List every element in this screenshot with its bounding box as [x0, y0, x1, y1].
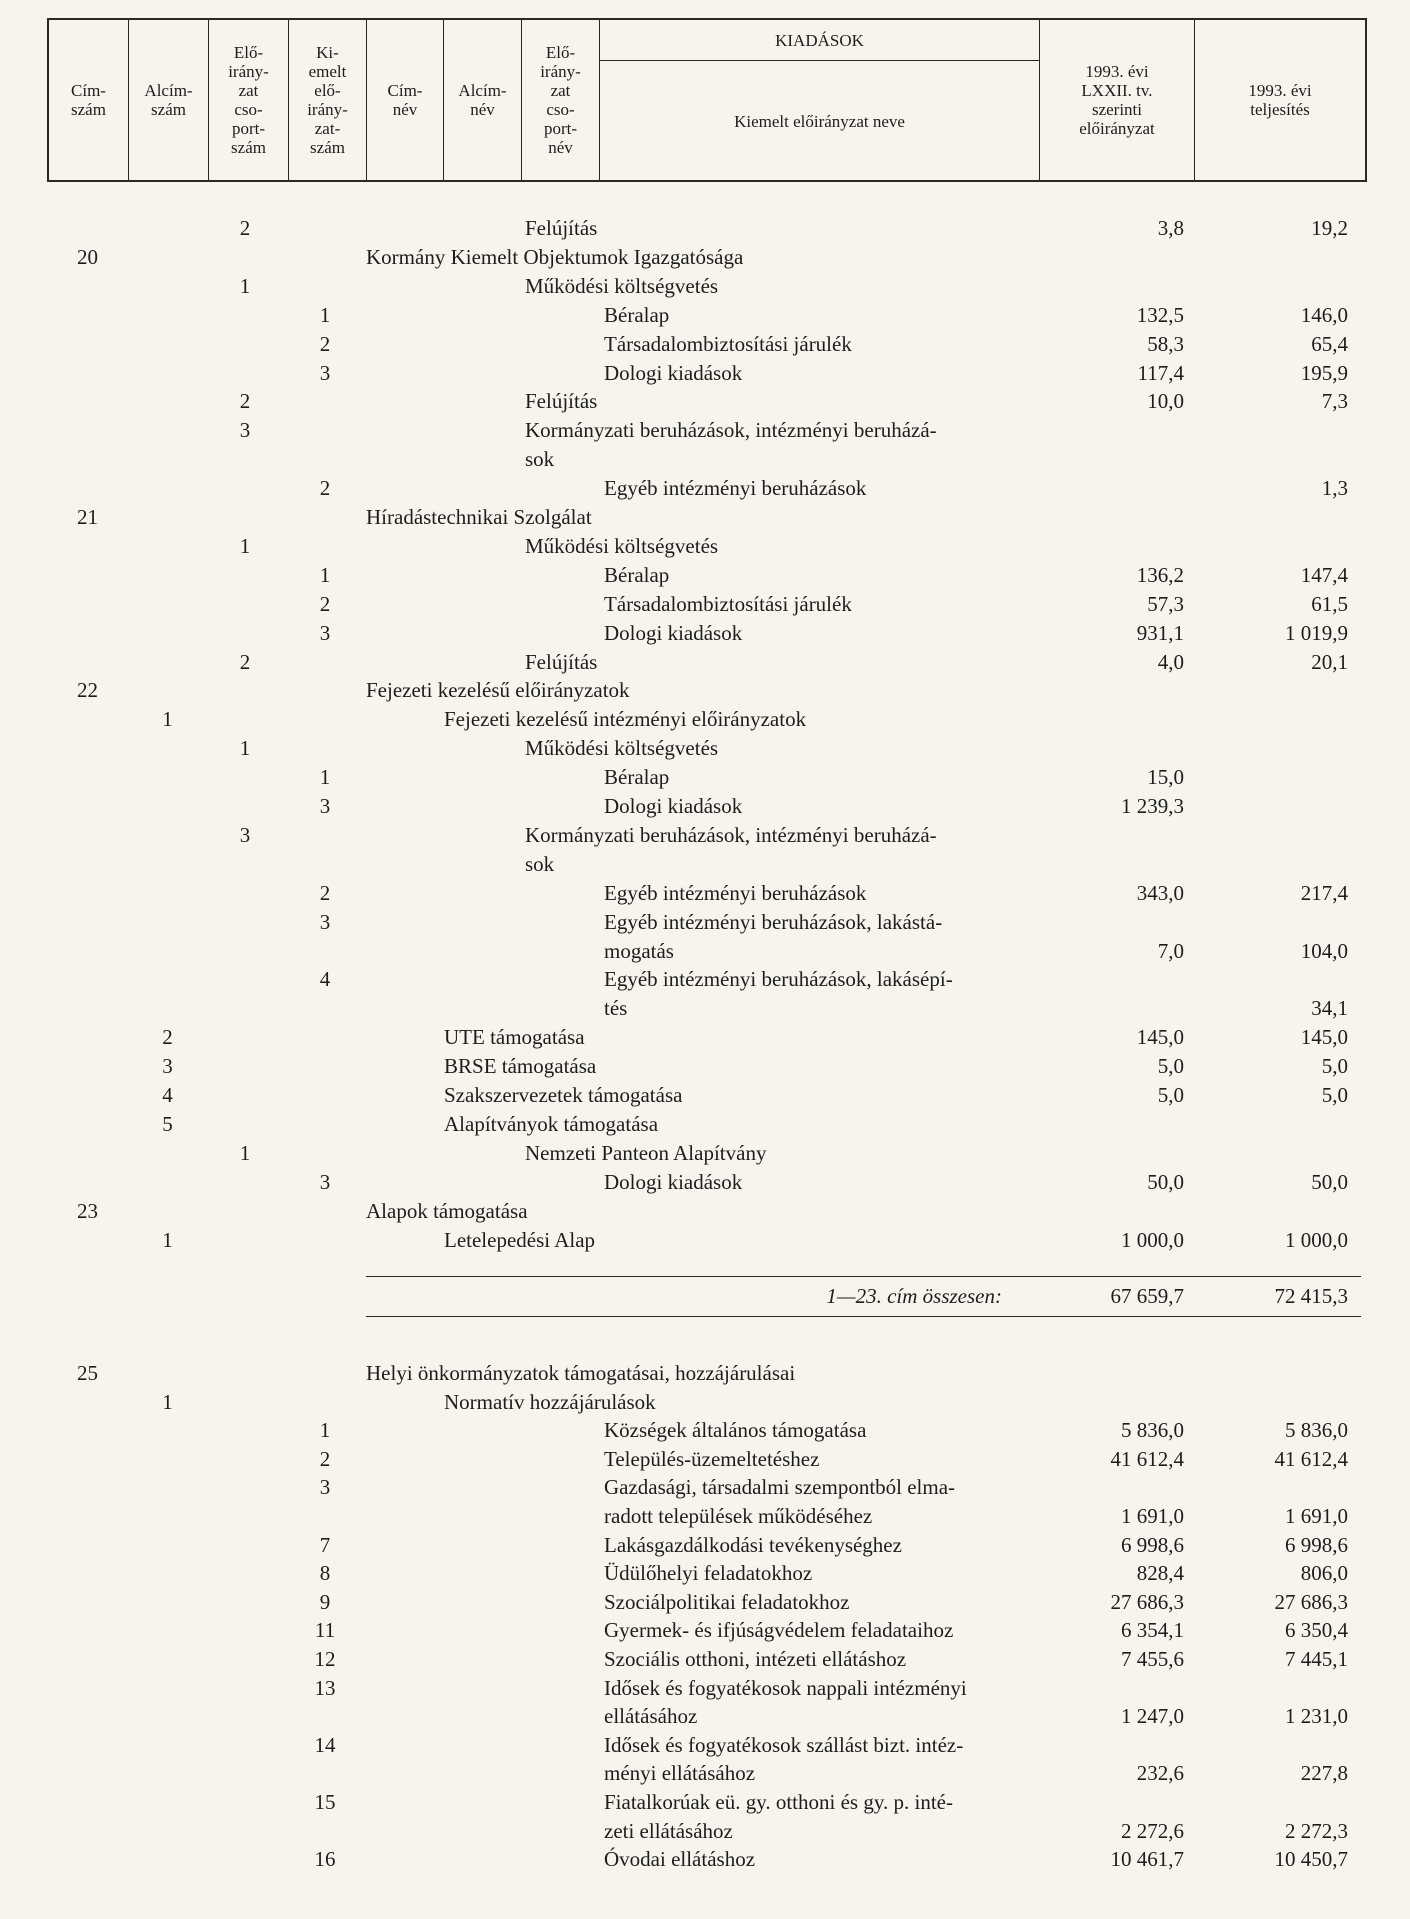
- eloiranyzat-value: 343,0: [1136, 880, 1184, 905]
- eloiranyzat-value: 6 998,6: [1121, 1532, 1184, 1557]
- teljesites-value: 41 612,4: [1274, 1446, 1348, 1471]
- table-row: [0, 1502, 1410, 1530]
- row-label: Idősek és fogyatékosok szállást bizt. intéz-: [604, 1732, 964, 1757]
- kiemelt-szam: 16: [314, 1847, 336, 1872]
- teljesites-value: 195,9: [1300, 360, 1348, 385]
- csoport-szam: 1: [239, 1140, 251, 1165]
- eloiranyzat-value: 58,3: [1147, 331, 1184, 356]
- csoport-szam: 2: [239, 649, 251, 674]
- eloiranyzat-value: 828,4: [1136, 1561, 1184, 1586]
- header-csoport-szam: Elő- irány- zat cso- port- szám: [209, 20, 289, 180]
- alcim-szam: 5: [162, 1111, 173, 1136]
- eloiranyzat-value: 5 836,0: [1121, 1418, 1184, 1443]
- row-label: sok: [525, 851, 555, 876]
- table-row: [0, 792, 1410, 820]
- kiemelt-szam: 3: [319, 909, 331, 934]
- table-row: [0, 503, 1410, 531]
- cim-szam: 23: [77, 1198, 98, 1223]
- kiemelt-szam: 1: [319, 1418, 331, 1443]
- eloiranyzat-value: 50,0: [1147, 1169, 1184, 1194]
- eloiranyzat-value: 10,0: [1147, 389, 1184, 414]
- eloiranyzat-value: 136,2: [1136, 562, 1184, 587]
- alcim-szam: 1: [162, 1389, 173, 1414]
- kiemelt-szam: 9: [319, 1589, 331, 1614]
- row-label: Egyéb intézményi beruházások, lakástá-: [604, 909, 943, 934]
- header-teljesites: 1993. évi teljesítés: [1248, 81, 1312, 119]
- eloiranyzat-value: 1 691,0: [1121, 1504, 1184, 1528]
- row-label: ményi ellátásához: [604, 1761, 756, 1786]
- header-alcimnev: Alcím- név: [444, 20, 522, 180]
- table-row: [0, 821, 1410, 849]
- table-row: [0, 937, 1410, 965]
- row-label: Szociálpolitikai feladatokhoz: [604, 1589, 850, 1614]
- row-label: Idősek és fogyatékosok nappali intézményi: [604, 1675, 967, 1700]
- eloiranyzat-value: 4,0: [1157, 649, 1184, 674]
- table-row: [0, 1226, 1410, 1254]
- row-label: sok: [525, 447, 555, 472]
- table-row: [0, 445, 1410, 473]
- eloiranyzat-value: 232,6: [1136, 1761, 1184, 1786]
- teljesites-value: 104,0: [1300, 938, 1348, 963]
- header-eloiranyzat: 1993. évi LXXII. tv. szerinti előirányzat: [1040, 20, 1195, 180]
- table-row: [0, 532, 1410, 560]
- row-label: Felújítás: [525, 216, 598, 240]
- csoport-szam: 3: [239, 822, 251, 847]
- table-row: [0, 561, 1410, 589]
- row-label: Dologi kiadások: [604, 360, 743, 385]
- teljesites-value: 217,4: [1300, 880, 1348, 905]
- row-label: Béralap: [604, 302, 670, 327]
- table-row: [0, 619, 1410, 647]
- row-label: BRSE támogatása: [444, 1054, 597, 1079]
- row-label: Működési költségvetés: [525, 273, 719, 298]
- row-label: Dologi kiadások: [604, 794, 743, 818]
- header-csoport-nev: Elő- irány- zat cso- port- név: [522, 20, 600, 180]
- teljesites-value: 1 231,0: [1285, 1704, 1348, 1729]
- eloiranyzat-value: 10 461,7: [1110, 1847, 1184, 1872]
- table-row: [0, 1473, 1410, 1501]
- row-label: Szakszervezetek támogatása: [444, 1083, 683, 1107]
- header-kiemelt-nev: Kiemelt előirányzat neve: [734, 111, 905, 131]
- kiemelt-szam: 13: [314, 1675, 336, 1700]
- row-label: Település-üzemeltetéshez: [604, 1446, 820, 1471]
- eloiranyzat-value: 2 272,6: [1121, 1818, 1184, 1843]
- row-label: Fejezeti kezelésű előirányzatok: [366, 678, 630, 703]
- table-row: [0, 301, 1410, 329]
- row-label: Híradástechnikai Szolgálat: [366, 505, 592, 529]
- teljesites-value: 27 686,3: [1274, 1589, 1348, 1614]
- teljesites-value: 147,4: [1300, 562, 1348, 587]
- eloiranyzat-value: 7,0: [1157, 938, 1184, 963]
- row-label: Gyermek- és ifjúságvédelem feladataihoz: [604, 1618, 954, 1643]
- eloiranyzat-value: 931,1: [1136, 620, 1184, 645]
- row-label: radott települések működéséhez: [604, 1504, 873, 1528]
- row-label: Működési költségvetés: [525, 736, 719, 761]
- row-label: Egyéb intézményi beruházások, lakásépí-: [604, 967, 953, 992]
- teljesites-value: 34,1: [1311, 996, 1348, 1021]
- row-label: Társadalombiztosítási járulék: [604, 331, 852, 356]
- csoport-szam: 2: [239, 216, 251, 240]
- table-row: [0, 734, 1410, 762]
- kiemelt-szam: 8: [319, 1561, 331, 1586]
- kiemelt-szam: 1: [319, 302, 331, 327]
- total-teljesites: 72 415,3: [1274, 1284, 1348, 1308]
- table-row: [0, 1559, 1410, 1587]
- eloiranyzat-value: 145,0: [1136, 1025, 1184, 1050]
- table-row: [0, 330, 1410, 358]
- teljesites-value: 5,0: [1321, 1083, 1348, 1107]
- kiemelt-szam: 2: [319, 476, 331, 501]
- table-row: [0, 416, 1410, 444]
- header-kiadasok: KIADÁSOK: [600, 20, 1039, 61]
- table-row: [0, 676, 1410, 704]
- row-label: mogatás: [604, 938, 674, 963]
- row-label: Gazdasági, társadalmi szempontból elma-: [604, 1475, 956, 1500]
- kiemelt-szam: 3: [319, 794, 331, 818]
- row-label: UTE támogatása: [444, 1025, 585, 1050]
- table-row: [0, 994, 1410, 1022]
- row-label: Helyi önkormányzatok támogatásai, hozzájárulásai: [366, 1361, 796, 1385]
- eloiranyzat-value: 6 354,1: [1121, 1618, 1184, 1643]
- teljesites-value: 6 998,6: [1285, 1532, 1348, 1557]
- eloiranyzat-value: 57,3: [1147, 591, 1184, 616]
- table-row: [0, 1731, 1410, 1759]
- row-label: Felújítás: [525, 649, 598, 674]
- eloiranyzat-value: 1 239,3: [1121, 794, 1184, 818]
- table-row: [0, 590, 1410, 618]
- eloiranyzat-value: 5,0: [1157, 1054, 1184, 1079]
- eloiranyzat-value: 15,0: [1147, 765, 1184, 790]
- table-row: [0, 763, 1410, 791]
- teljesites-value: 65,4: [1311, 331, 1348, 356]
- table-row: [0, 1388, 1410, 1416]
- row-label: Fejezeti kezelésű intézményi előirányzatok: [444, 707, 807, 732]
- table-row: [0, 1674, 1410, 1702]
- table-row: [0, 1023, 1410, 1051]
- teljesites-value: 10 450,7: [1274, 1847, 1348, 1872]
- table-row: [0, 1531, 1410, 1559]
- eloiranyzat-value: 1 247,0: [1121, 1704, 1184, 1729]
- kiemelt-szam: 12: [314, 1647, 336, 1671]
- row-label: Óvodai ellátáshoz: [604, 1847, 756, 1872]
- cim-szam: 25: [77, 1361, 98, 1385]
- row-label: zeti ellátásához: [604, 1818, 733, 1843]
- row-label: Szociális otthoni, intézeti ellátáshoz: [604, 1647, 907, 1671]
- table-row: [0, 1817, 1410, 1845]
- cim-szam: 22: [77, 678, 98, 703]
- table-row: [0, 1445, 1410, 1473]
- table-row: [0, 1645, 1410, 1673]
- teljesites-value: 146,0: [1300, 302, 1348, 327]
- table-row: [0, 1081, 1410, 1109]
- table-row: [0, 243, 1410, 271]
- kiemelt-szam: 3: [319, 360, 331, 385]
- header-kiemelt-szam: Ki- emelt elő- irány- zat- szám: [289, 20, 367, 180]
- cim-szam: 21: [77, 505, 98, 529]
- table-row: [0, 1052, 1410, 1080]
- kiemelt-szam: 3: [319, 620, 331, 645]
- csoport-szam: 2: [239, 389, 251, 414]
- teljesites-value: 1,3: [1321, 476, 1348, 501]
- kiemelt-szam: 14: [314, 1732, 336, 1757]
- row-label: Egyéb intézményi beruházások: [604, 880, 867, 905]
- row-label: Letelepedési Alap: [444, 1227, 596, 1252]
- table-row: [0, 1168, 1410, 1196]
- row-label: Lakásgazdálkodási tevékenységhez: [604, 1532, 902, 1557]
- row-label: Alapítványok támogatása: [444, 1111, 659, 1136]
- row-label: Kormány Kiemelt Objektumok Igazgatósága: [366, 244, 744, 269]
- teljesites-value: 1 019,9: [1285, 620, 1348, 645]
- table-row: [0, 648, 1410, 676]
- row-label: Kormányzati beruházások, intézményi beruházá-: [525, 418, 937, 443]
- table-row: [0, 1845, 1410, 1873]
- row-label: Fiatalkorúak eü. gy. otthoni és gy. p. inté-: [604, 1790, 953, 1814]
- total-eloiranyzat: 67 659,7: [1110, 1284, 1184, 1308]
- table-row: [0, 1616, 1410, 1644]
- table-row: [0, 1788, 1410, 1816]
- table-row: [0, 1416, 1410, 1444]
- table-row: [0, 1759, 1410, 1787]
- row-label: Nemzeti Panteon Alapítvány: [525, 1140, 767, 1165]
- row-label: Alapok támogatása: [366, 1198, 528, 1223]
- teljesites-value: 7,3: [1321, 389, 1348, 414]
- kiemelt-szam: 1: [319, 562, 331, 587]
- kiemelt-szam: 15: [314, 1790, 336, 1814]
- header-cimszam: Cím- szám: [49, 20, 129, 180]
- eloiranyzat-value: 41 612,4: [1110, 1446, 1184, 1471]
- kiemelt-szam: 3: [319, 1169, 331, 1194]
- teljesites-value: 145,0: [1300, 1025, 1348, 1050]
- csoport-szam: 1: [239, 533, 251, 558]
- alcim-szam: 1: [162, 707, 173, 732]
- table-row: [0, 1139, 1410, 1167]
- table-row: [0, 387, 1410, 415]
- table-row: [0, 1110, 1410, 1138]
- kiemelt-szam: 2: [319, 331, 331, 356]
- row-label: Községek általános támogatása: [604, 1418, 867, 1443]
- kiemelt-szam: 4: [319, 967, 331, 992]
- kiemelt-szam: 3: [319, 1475, 331, 1500]
- teljesites-value: 19,2: [1311, 216, 1348, 240]
- row-label: Béralap: [604, 562, 670, 587]
- kiemelt-szam: 11: [314, 1618, 336, 1643]
- kiemelt-szam: 7: [319, 1532, 331, 1557]
- table-row: [0, 1359, 1410, 1387]
- table-row: [0, 214, 1410, 242]
- table-row: [0, 272, 1410, 300]
- teljesites-value: 5 836,0: [1285, 1418, 1348, 1443]
- csoport-szam: 3: [239, 418, 251, 443]
- table-row: [0, 850, 1410, 878]
- teljesites-value: 2 272,3: [1285, 1818, 1348, 1843]
- row-label: Dologi kiadások: [604, 620, 743, 645]
- table-row: [0, 705, 1410, 733]
- teljesites-value: 50,0: [1311, 1169, 1348, 1194]
- teljesites-value: 20,1: [1311, 649, 1348, 674]
- eloiranyzat-value: 3,8: [1157, 216, 1184, 240]
- teljesites-value: 6 350,4: [1285, 1618, 1348, 1643]
- kiemelt-szam: 2: [319, 591, 331, 616]
- row-label: Béralap: [604, 765, 670, 790]
- row-label: tés: [604, 996, 628, 1021]
- teljesites-value: 227,8: [1300, 1761, 1348, 1786]
- table-row: [0, 1197, 1410, 1225]
- eloiranyzat-value: 1 000,0: [1121, 1227, 1184, 1252]
- row-label: Egyéb intézményi beruházások: [604, 476, 867, 501]
- row-label: Működési költségvetés: [525, 533, 719, 558]
- header-alcimszam: Alcím- szám: [129, 20, 209, 180]
- csoport-szam: 1: [239, 273, 251, 298]
- header-cimnev: Cím- név: [367, 20, 444, 180]
- eloiranyzat-value: 132,5: [1136, 302, 1184, 327]
- total-label: 1—23. cím összesen:: [826, 1284, 1002, 1308]
- table-row: [0, 359, 1410, 387]
- teljesites-value: 806,0: [1300, 1561, 1348, 1586]
- table-row: [0, 879, 1410, 907]
- table-row: [0, 474, 1410, 502]
- alcim-szam: 3: [162, 1054, 173, 1079]
- kiemelt-szam: 2: [319, 1446, 331, 1471]
- row-label: Felújítás: [525, 389, 598, 414]
- row-label: Dologi kiadások: [604, 1169, 743, 1194]
- teljesites-value: 5,0: [1321, 1054, 1348, 1079]
- cim-szam: 20: [77, 244, 98, 269]
- total-row: [0, 1282, 1410, 1310]
- alcim-szam: 2: [162, 1025, 173, 1050]
- total-rule-bottom: [366, 1316, 1361, 1317]
- alcim-szam: 4: [162, 1083, 173, 1107]
- kiemelt-szam: 2: [319, 880, 331, 905]
- row-label: Normatív hozzájárulások: [444, 1389, 656, 1414]
- table-row: [0, 965, 1410, 993]
- teljesites-value: 1 000,0: [1285, 1227, 1348, 1252]
- row-label: Kormányzati beruházások, intézményi beruházá-: [525, 822, 937, 847]
- kiemelt-szam: 1: [319, 765, 331, 790]
- eloiranyzat-value: 5,0: [1157, 1083, 1184, 1107]
- teljesites-value: 1 691,0: [1285, 1504, 1348, 1528]
- table-row: [0, 1702, 1410, 1730]
- table-row: [0, 1588, 1410, 1616]
- csoport-szam: 1: [239, 736, 251, 761]
- total-rule-top: [366, 1276, 1361, 1277]
- teljesites-value: 7 445,1: [1285, 1647, 1348, 1671]
- row-label: Üdülőhelyi feladatokhoz: [604, 1561, 813, 1586]
- eloiranyzat-value: 7 455,6: [1121, 1647, 1184, 1671]
- eloiranyzat-value: 27 686,3: [1110, 1589, 1184, 1614]
- table-row: [0, 908, 1410, 936]
- alcim-szam: 1: [162, 1227, 173, 1252]
- row-label: ellátásához: [604, 1704, 698, 1729]
- row-label: Társadalombiztosítási járulék: [604, 591, 852, 616]
- teljesites-value: 61,5: [1311, 591, 1348, 616]
- eloiranyzat-value: 117,4: [1137, 360, 1184, 385]
